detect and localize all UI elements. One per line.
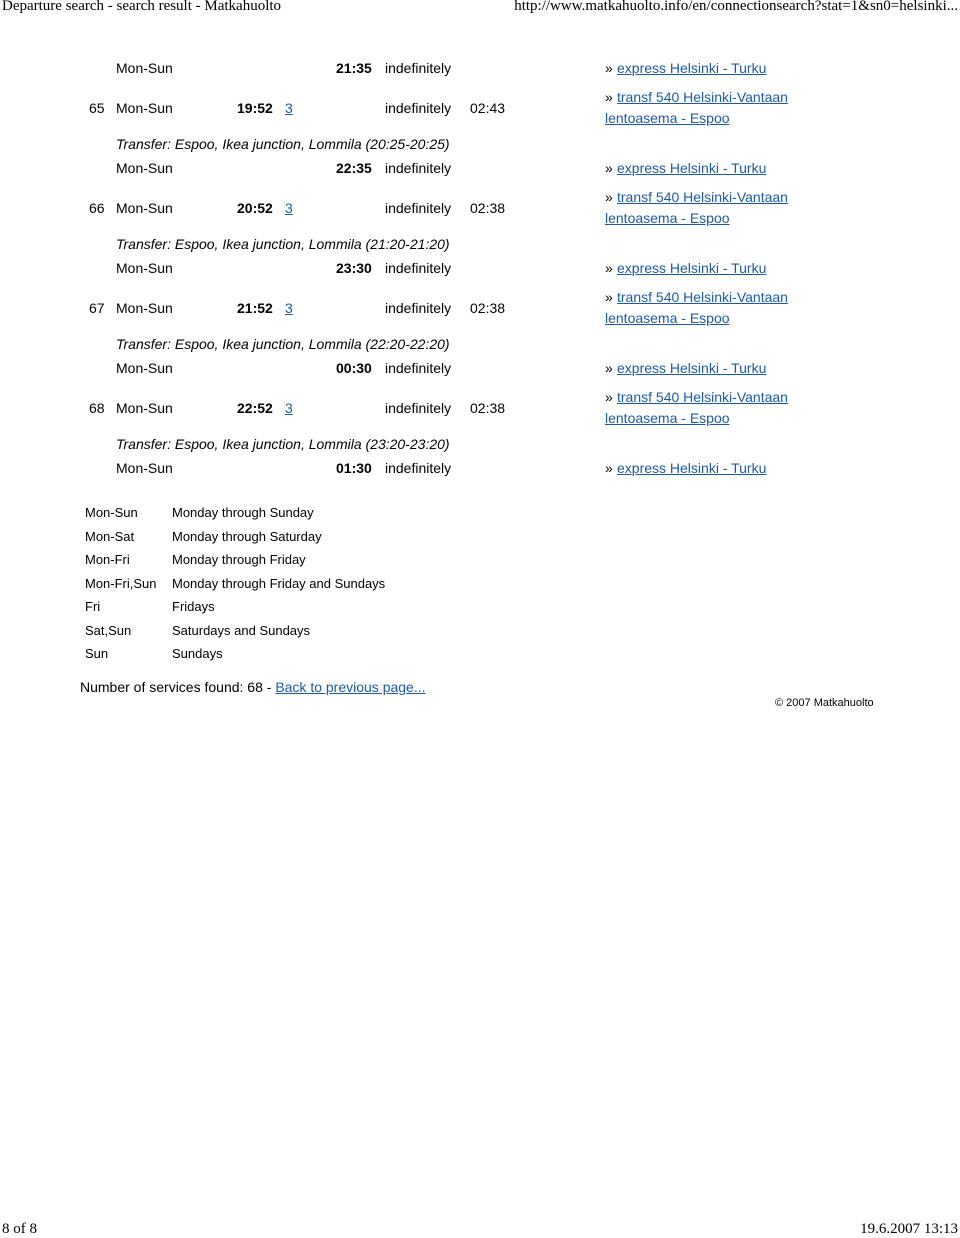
service-duration: 02:38 xyxy=(470,400,506,416)
service-days: Mon-Sun xyxy=(116,200,173,216)
changes-link[interactable]: 3 xyxy=(285,100,293,116)
express-route-link[interactable]: express Helsinki - Turku xyxy=(617,60,767,76)
departure-time: 19:52 xyxy=(237,100,273,116)
service-days: Mon-Sun xyxy=(116,400,173,416)
express-days: Mon-Sun xyxy=(116,360,173,376)
service-number: 67 xyxy=(89,300,105,316)
legend-abbr: Mon-Sun xyxy=(85,505,138,520)
service-number: 66 xyxy=(89,200,105,216)
route-link-line2[interactable]: lentoasema - Espoo xyxy=(605,110,730,126)
route-prefix: » xyxy=(605,89,613,105)
legend-abbr: Sat,Sun xyxy=(85,622,132,638)
service-validity: indefinitely xyxy=(385,200,452,216)
legend-meaning: Monday through Friday and Sundays xyxy=(172,575,386,591)
legend-abbr: Fri xyxy=(85,599,101,614)
express-validity: indefinitely xyxy=(385,460,452,476)
departure-time: 20:52 xyxy=(237,200,273,216)
express-validity: indefinitely xyxy=(385,60,452,76)
page-url: http://www.matkahuolto.info/en/connectionsearch?stat=1&sn0=helsinki... xyxy=(514,0,958,14)
legend-meaning: Monday through Sunday xyxy=(172,505,314,520)
service-validity: indefinitely xyxy=(385,300,452,316)
page-title: Departure search - search result - Matkahuolto xyxy=(2,0,282,14)
route-link-line2[interactable]: lentoasema - Espoo xyxy=(605,410,730,426)
transfer-info: Transfer: Espoo, Ikea junction, Lommila (21:20-21:20) xyxy=(116,236,450,252)
legend-abbr: Mon-Fri xyxy=(85,552,130,567)
service-duration: 02:38 xyxy=(470,300,506,316)
service-number: 65 xyxy=(89,100,105,116)
service-duration: 02:43 xyxy=(470,100,506,116)
changes-link[interactable]: 3 xyxy=(285,200,293,216)
express-route-prefix: » xyxy=(605,360,613,376)
express-time: 00:30 xyxy=(336,360,372,376)
route-prefix: » xyxy=(605,189,613,205)
express-days: Mon-Sun xyxy=(116,160,173,176)
legend-meaning: Sundays xyxy=(172,646,223,661)
departure-time: 22:52 xyxy=(237,400,273,416)
departure-time: 21:52 xyxy=(237,300,273,316)
express-validity: indefinitely xyxy=(385,260,452,276)
service-validity: indefinitely xyxy=(385,100,452,116)
services-summary xyxy=(80,679,426,695)
route-link-line1[interactable]: transf 540 Helsinki-Vantaan xyxy=(617,89,788,105)
print-datetime: 19.6.2007 13:13 xyxy=(860,1221,958,1237)
express-time: 21:35 xyxy=(336,60,372,76)
route-link-line2[interactable]: lentoasema - Espoo xyxy=(605,310,730,326)
express-route-link[interactable]: express Helsinki - Turku xyxy=(617,160,767,176)
transfer-info: Transfer: Espoo, Ikea junction, Lommila (20:25-20:25) xyxy=(116,136,450,152)
route-link-line1[interactable]: transf 540 Helsinki-Vantaan xyxy=(617,389,788,405)
express-route-prefix: » xyxy=(605,160,613,176)
express-validity: indefinitely xyxy=(385,360,452,376)
express-time: 23:30 xyxy=(336,260,372,276)
route-link-line1[interactable]: transf 540 Helsinki-Vantaan xyxy=(617,289,788,305)
service-days: Mon-Sun xyxy=(116,300,173,316)
route-link-line1[interactable]: transf 540 Helsinki-Vantaan xyxy=(617,189,788,205)
changes-link[interactable]: 3 xyxy=(285,300,293,316)
legend-abbr: Mon-Sat xyxy=(85,528,135,544)
legend-meaning: Saturdays and Sundays xyxy=(172,622,311,638)
changes-link[interactable]: 3 xyxy=(285,400,293,416)
express-validity: indefinitely xyxy=(385,160,452,176)
express-route-link[interactable]: express Helsinki - Turku xyxy=(617,360,767,376)
express-route-prefix: » xyxy=(605,260,613,276)
express-days: Mon-Sun xyxy=(116,460,173,476)
express-time: 01:30 xyxy=(336,460,372,476)
legend-meaning: Monday through Friday xyxy=(172,552,306,567)
express-route-link[interactable]: express Helsinki - Turku xyxy=(617,460,767,476)
transfer-info: Transfer: Espoo, Ikea junction, Lommila (23:20-23:20) xyxy=(116,436,450,452)
route-link-line2[interactable]: lentoasema - Espoo xyxy=(605,210,730,226)
route-prefix: » xyxy=(605,289,613,305)
legend-meaning: Monday through Saturday xyxy=(172,528,322,544)
express-days: Mon-Sun xyxy=(116,260,173,276)
legend-abbr: Sun xyxy=(85,646,109,661)
back-link[interactable]: Back to previous page... xyxy=(275,679,426,695)
service-validity: indefinitely xyxy=(385,400,452,416)
express-days: Mon-Sun xyxy=(116,60,173,76)
express-route-link[interactable]: express Helsinki - Turku xyxy=(617,260,767,276)
page-indicator: 8 of 8 xyxy=(2,1221,37,1237)
service-days: Mon-Sun xyxy=(116,100,173,116)
transfer-info: Transfer: Espoo, Ikea junction, Lommila (22:20-22:20) xyxy=(116,336,450,352)
express-time: 22:35 xyxy=(336,160,372,176)
express-route-prefix: » xyxy=(605,460,613,476)
legend-meaning: Fridays xyxy=(172,599,215,614)
services-count-text: Number of services found: 68 - xyxy=(80,679,276,695)
copyright: © 2007 Matkahuolto xyxy=(775,697,874,709)
service-duration: 02:38 xyxy=(470,200,506,216)
legend-abbr: Mon-Fri,Sun xyxy=(85,575,157,591)
route-prefix: » xyxy=(605,389,613,405)
service-number: 68 xyxy=(89,400,105,416)
express-route-prefix: » xyxy=(605,60,613,76)
